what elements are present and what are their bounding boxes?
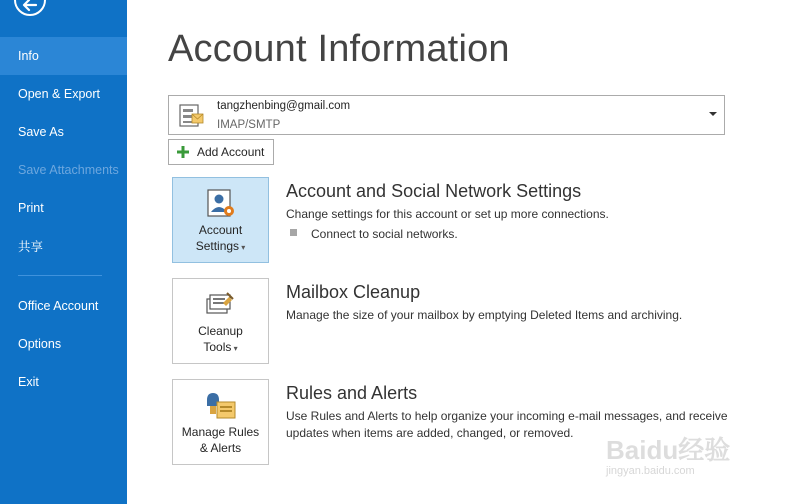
manage-rules-alerts-button[interactable]: [172, 379, 269, 465]
sidebar-item-label: Save Attachments: [18, 163, 119, 177]
sidebar-item-label: Save As: [18, 125, 64, 139]
sidebar-item-share[interactable]: [0, 227, 127, 265]
tile-label-line1: Cleanup: [198, 324, 243, 338]
tile-label-line1: Account: [198, 223, 243, 237]
sidebar-item-options[interactable]: [0, 325, 127, 363]
connect-social-networks-link[interactable]: Connect to social networks.: [311, 227, 458, 241]
plus-icon: [177, 146, 189, 158]
tile-label-line1: Manage Rules: [181, 425, 260, 439]
sidebar-divider: [18, 275, 102, 276]
dropdown-caret-icon: ▾: [231, 344, 238, 353]
sidebar-item-label: Options: [18, 337, 62, 351]
tile-label-line2: Settings: [195, 239, 240, 253]
chevron-down-icon: [708, 109, 718, 119]
account-email: tangzhenbing@gmail.com: [217, 100, 351, 112]
section-title: Rules and Alerts: [286, 383, 418, 403]
add-account-label: Add Account: [197, 145, 265, 159]
back-arrow-icon[interactable]: [14, 0, 46, 16]
sidebar-item-label: 共享: [18, 240, 44, 254]
watermark-url: jingyan.baidu.com: [606, 465, 695, 477]
section-title: Mailbox Cleanup: [286, 282, 421, 302]
account-settings-icon: [205, 188, 237, 220]
section-title: Account and Social Network Settings: [286, 181, 582, 201]
sidebar-item-print[interactable]: [0, 189, 127, 227]
tile-label-line2: & Alerts: [199, 441, 242, 455]
sidebar-item-open-export[interactable]: [0, 75, 127, 113]
sidebar-item-save-as[interactable]: [0, 113, 127, 151]
add-account-button[interactable]: [168, 139, 274, 165]
rules-alerts-icon: [205, 390, 237, 422]
sidebar-item-label: Open & Export: [18, 87, 100, 101]
sidebar-item-label: Office Account: [18, 299, 99, 313]
section-description: Manage the size of your mailbox by emptying Deleted Items and archiving.: [286, 308, 683, 322]
sidebar-item-exit[interactable]: [0, 363, 127, 401]
watermark: [606, 430, 756, 490]
dropdown-caret-icon: ▾: [239, 243, 246, 252]
account-dropdown[interactable]: [168, 95, 725, 135]
sidebar-item-label: Info: [18, 49, 39, 63]
page-title: Account Information: [168, 28, 510, 70]
sidebar-item-label: Exit: [18, 375, 39, 389]
section-description-line2: updates when items are added, changed, or removed.: [286, 426, 574, 440]
section-description: Change settings for this account or set up more connections.: [286, 207, 609, 221]
sidebar-item-office-account[interactable]: [0, 287, 127, 325]
sidebar-item-info[interactable]: [0, 37, 127, 75]
section-description-line1: Use Rules and Alerts to help organize your incoming e-mail messages, and receive: [286, 409, 728, 423]
bullet-icon: [290, 229, 297, 236]
cleanup-tools-icon: [205, 289, 237, 321]
watermark-brand: Baidu经验: [606, 435, 731, 465]
backstage-sidebar: [0, 0, 127, 504]
account-type: IMAP/SMTP: [217, 119, 281, 131]
account-settings-button[interactable]: [172, 177, 269, 263]
account-file-icon: [177, 101, 205, 129]
cleanup-tools-button[interactable]: [172, 278, 269, 364]
sidebar-item-save-attachments: [0, 151, 127, 189]
sidebar-item-label: Print: [18, 201, 44, 215]
tile-label-line2: Tools: [203, 340, 232, 354]
